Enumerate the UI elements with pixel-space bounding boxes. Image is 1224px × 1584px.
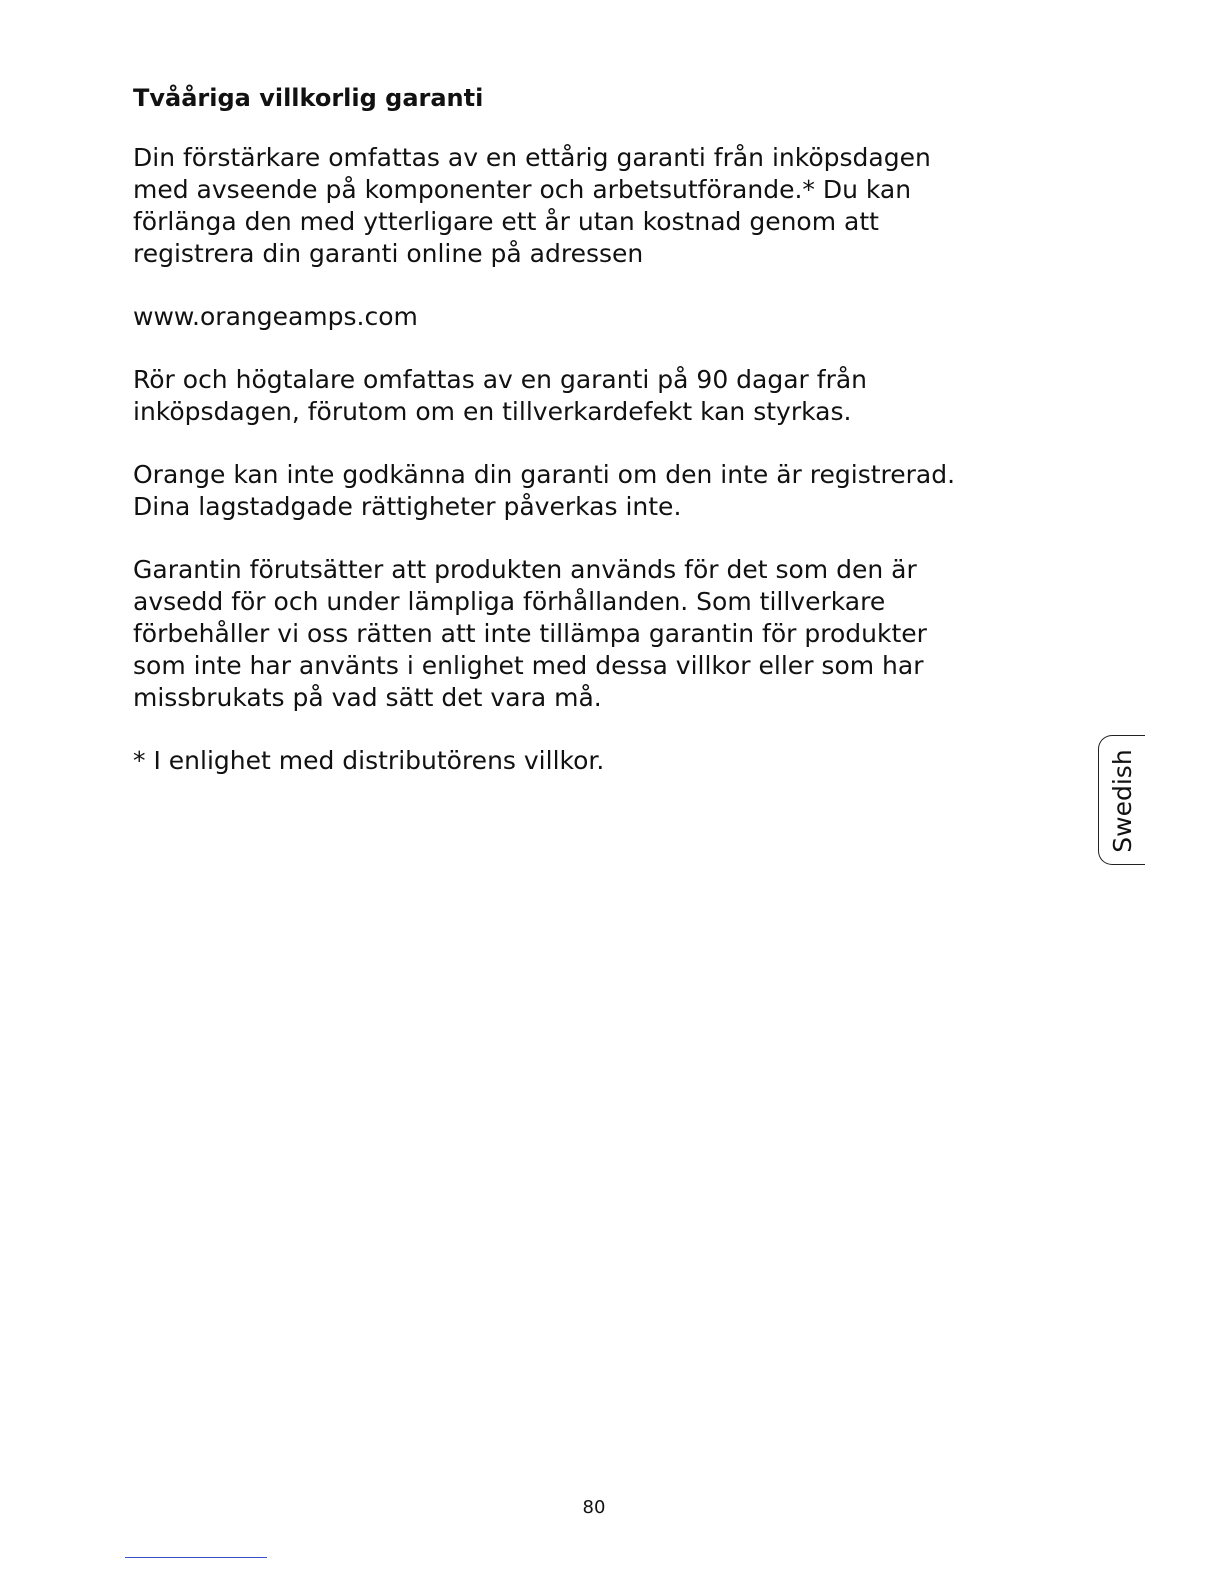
warranty-section	[133, 82, 1013, 808]
section-heading: Tvååriga villkorlig garanti	[133, 84, 484, 112]
paragraph-conditions: Garantin förutsätter att produkten används för det som den är avsedd för och under lämpliga förhållanden. Som tillverkare förbehåller vi oss rätten att inte tillämpa garantin för produkter som inte har använts i enlighet med dessa villkor eller som har missbrukats på vad sätt det vara må.	[133, 555, 927, 712]
paragraph-footnote: * I enlighet med distributörens villkor.	[133, 746, 605, 775]
language-tab	[1098, 735, 1145, 865]
paragraph-registration: Orange kan inte godkänna din garanti om den inte är registrerad. Dina lagstadgade rättigheter påverkas inte.	[133, 460, 956, 521]
language-tab-label: Swedish	[1108, 749, 1137, 853]
footer-rule	[125, 1557, 267, 1558]
paragraph-warranty-period: Din förstärkare omfattas av en ettårig garanti från inköpsdagen med avseende på komponenter och arbetsutförande.* Du kan förlänga den med ytterligare ett år utan kostnad genom att registrera din garanti online på adressen	[133, 143, 931, 268]
paragraph-website: www.orangeamps.com	[133, 302, 418, 331]
page-number: 80	[582, 1497, 606, 1518]
paragraph-tubes-speakers: Rör och högtalare omfattas av en garanti på 90 dagar från inköpsdagen, förutom om en tillverkardefekt kan styrkas.	[133, 365, 868, 426]
